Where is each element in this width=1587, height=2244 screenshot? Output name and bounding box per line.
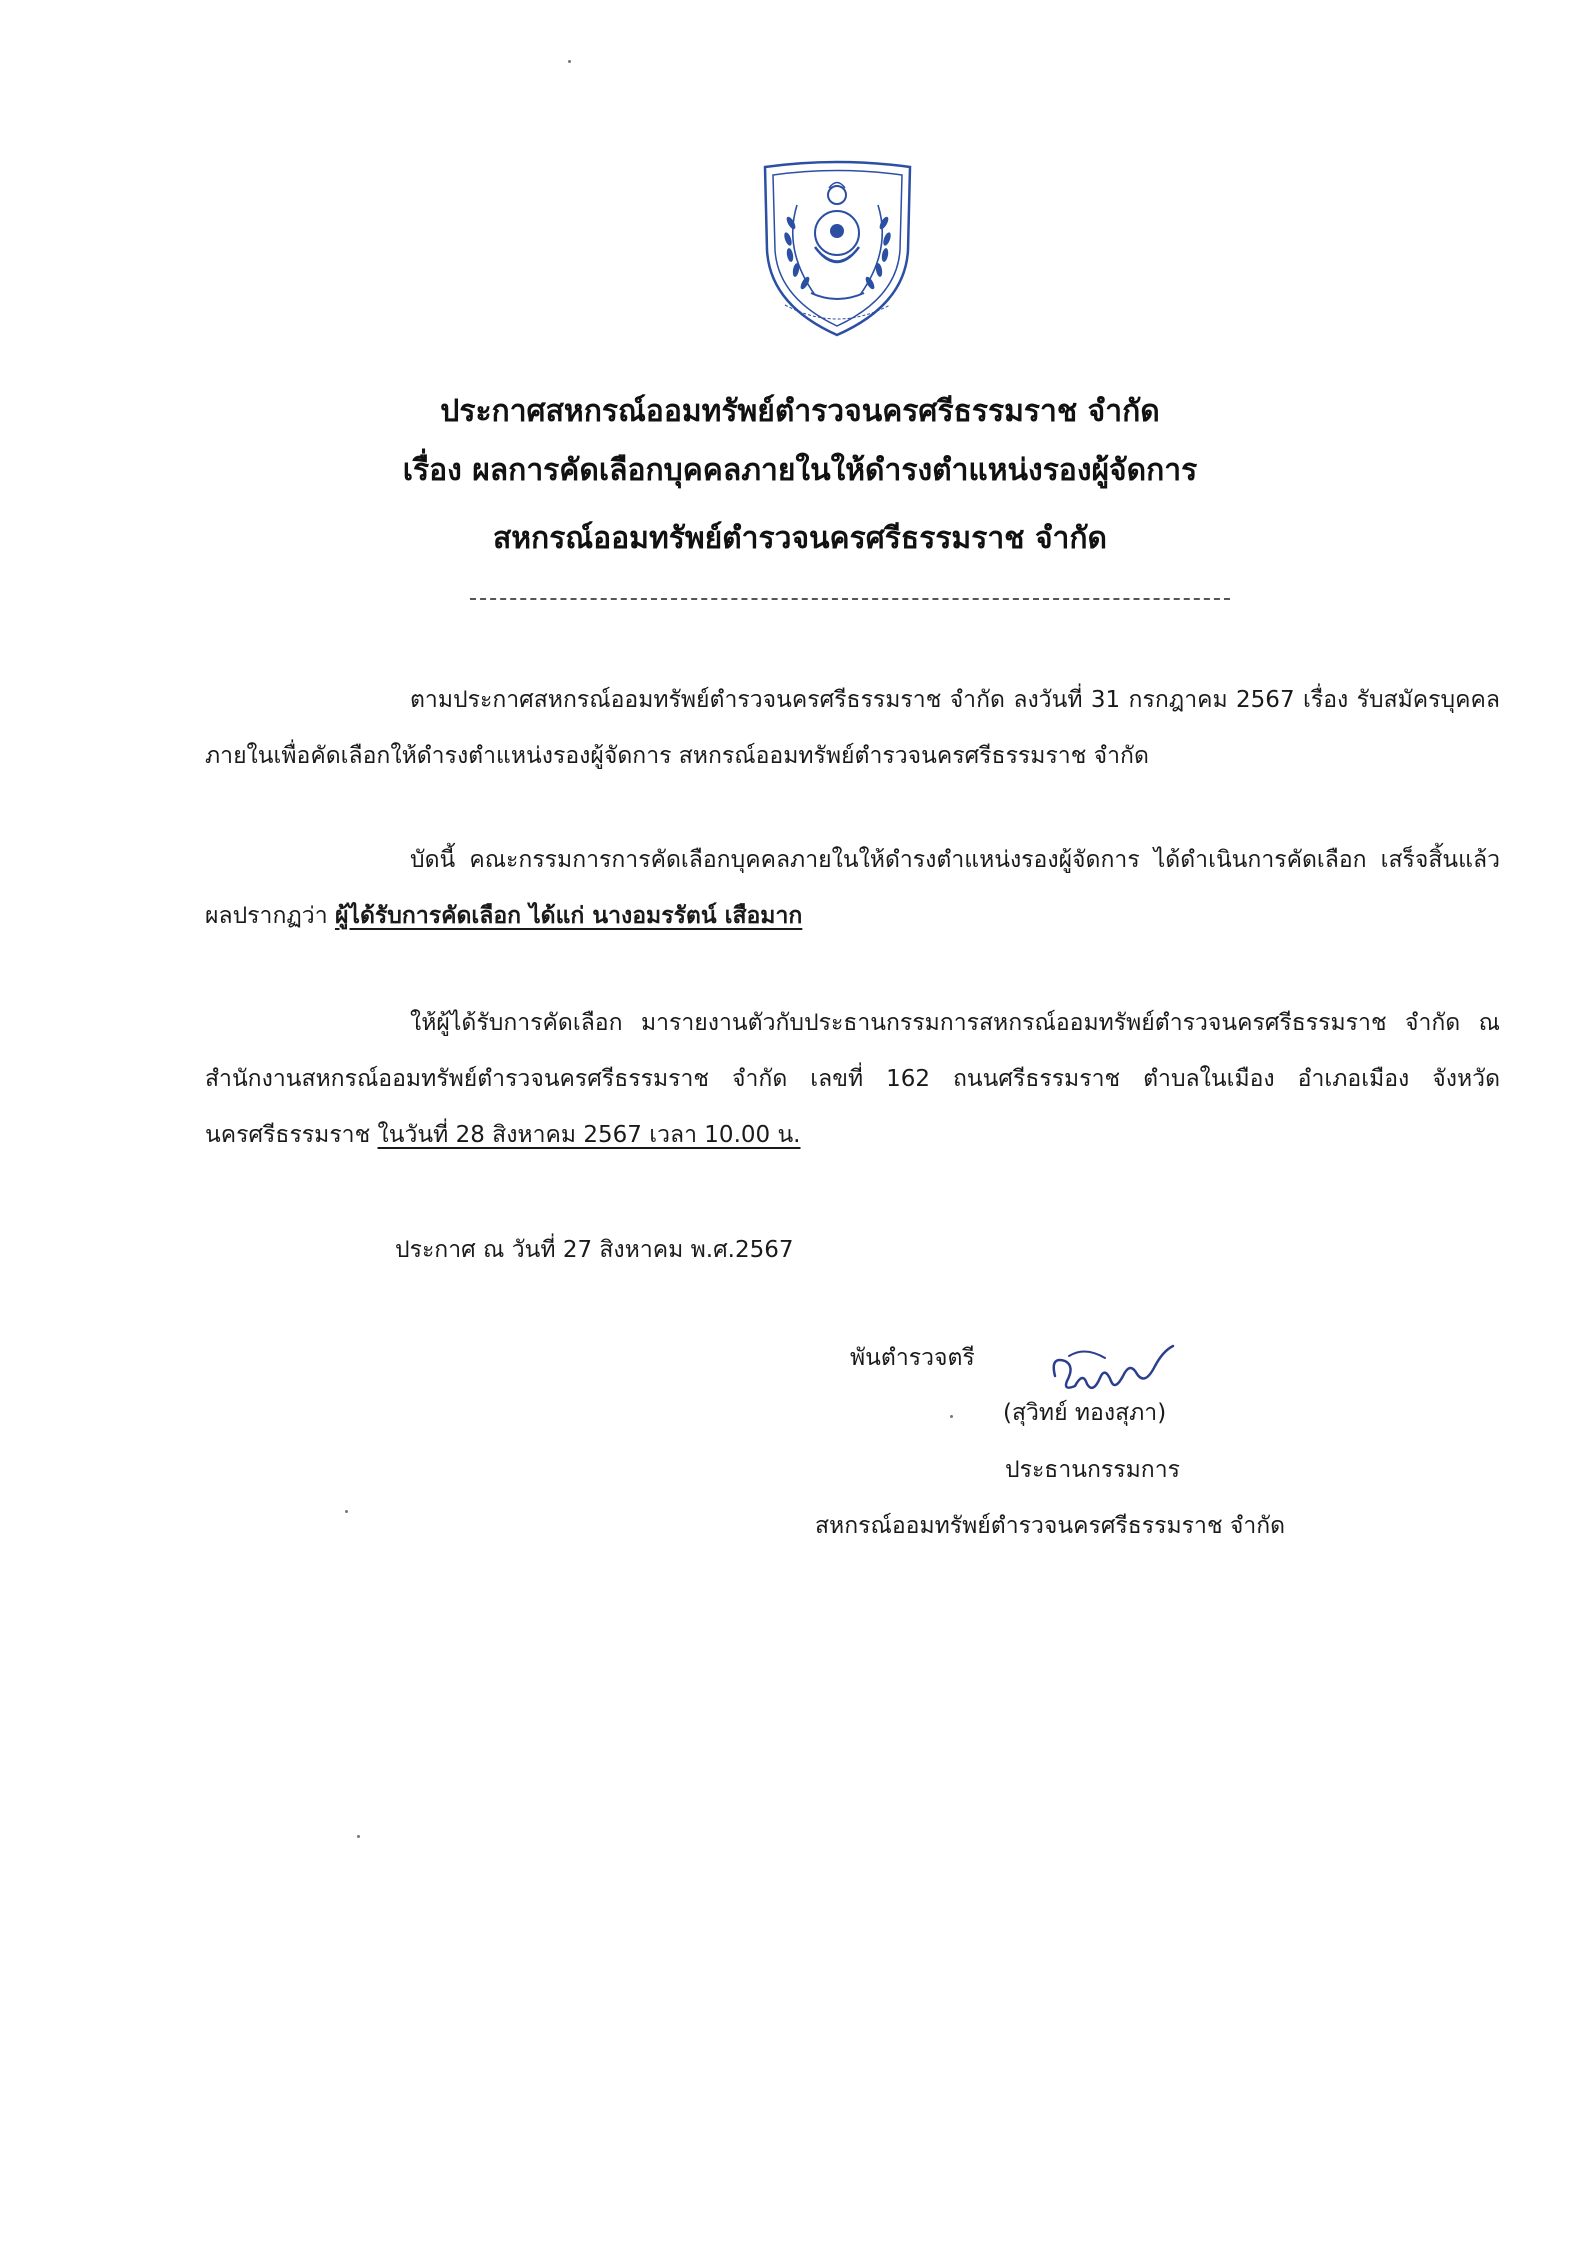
signer-organization: สหกรณ์ออมทรัพย์ตำรวจนครศรีธรรมราช จำกัด xyxy=(815,1513,1286,1539)
paragraph-report-instruction xyxy=(205,995,1500,1163)
title-line-2: เรื่อง ผลการคัดเลือกบุคคลภายในให้ดำรงตำแหน่งรองผู้จัดการ xyxy=(402,453,1198,488)
title-line-1: ประกาศสหกรณ์ออมทรัพย์ตำรวจนครศรีธรรมราช จำกัด xyxy=(440,394,1160,429)
title-line-3: สหกรณ์ออมทรัพย์ตำรวจนครศรีธรรมราช จำกัด xyxy=(492,521,1108,556)
scan-speck xyxy=(345,1510,348,1513)
scan-speck xyxy=(950,1415,953,1418)
result-intro-text: บัดนี้ คณะกรรมการการคัดเลือกบุคคลภายในให้ดำรงตำแหน่งรองผู้จัดการ ได้ดำเนินการคัดเลือก เสร็จสิ้นแล้ว ผลปรากฏว่า xyxy=(205,847,1500,929)
dashed-divider xyxy=(470,598,1230,600)
paragraph-reference: ตามประกาศสหกรณ์ออมทรัพย์ตำรวจนครศรีธรรมราช จำกัด ลงวันที่ 31 กรกฎาคม 2567 เรื่อง รับสมัครบุคคลภายในเพื่อคัดเลือกให้ดำรงตำแหน่งรองผู้จัดการ สหกรณ์ออมทรัพย์ตำรวจนครศรีธรรมราช จำกัด xyxy=(205,687,1500,769)
signer-name: (สุวิทย์ ทองสุภา) xyxy=(1003,1400,1167,1426)
emblem-icon xyxy=(745,155,930,340)
report-date-time: ในวันที่ 28 สิงหาคม 2567 เวลา 10.00 น. xyxy=(377,1122,801,1148)
signer-rank: พันตำรวจตรี xyxy=(850,1345,975,1371)
scan-speck xyxy=(357,1835,360,1838)
report-instruction-text: ให้ผู้ได้รับการคัดเลือก มารายงานตัวกับประธานกรรมการสหกรณ์ออมทรัพย์ตำรวจนครศรีธรรมราช จำกัด ณ สำนักงานสหกรณ์ออมทรัพย์ตำรวจนครศรีธรรมราช จำกัด เลขที่ 162 ถนนศรีธรรมราช ตำบลในเมือง อำเภอเมือง จังหวัดนครศรีธรรมราช xyxy=(205,1010,1501,1148)
announcement-date: ประกาศ ณ วันที่ 27 สิงหาคม พ.ศ.2567 xyxy=(395,1237,794,1263)
selected-candidate: ผู้ได้รับการคัดเลือก ได้แก่ นางอมรรัตน์ เสือมาก xyxy=(334,903,803,929)
paragraph-result xyxy=(205,832,1500,944)
scan-speck xyxy=(568,60,571,63)
signer-position: ประธานกรรมการ xyxy=(1005,1457,1180,1483)
